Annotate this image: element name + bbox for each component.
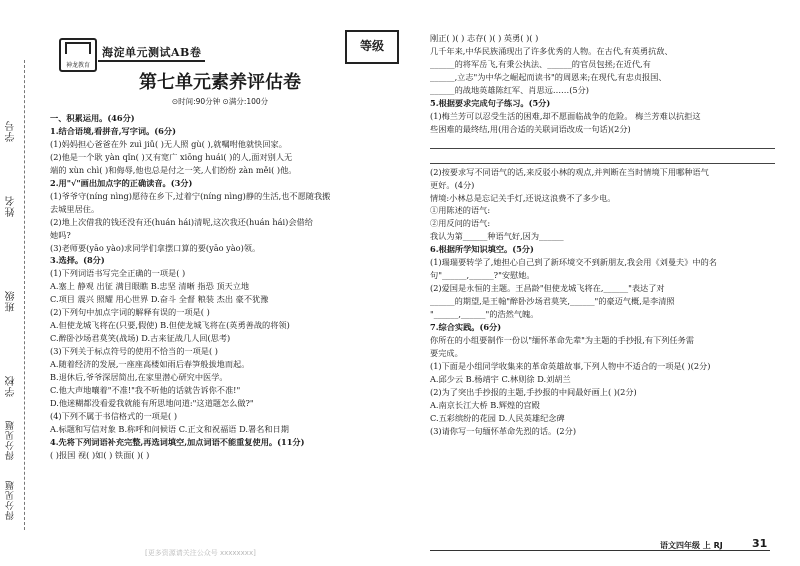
question-line: (1)下面是小组同学收集来的革命英雄故事,下列人物中不适合的一项是( )(2分) — [430, 360, 711, 371]
option-line: A.南京长江大桥 B.辉煌的宫殿 — [430, 399, 540, 410]
question-line: 端的 xùn chì( )和侮辱,他也总是付之一笑,人们纷纷 zàn měi( )他。 — [50, 164, 297, 175]
house-icon — [65, 42, 91, 54]
question-heading: 6.根据所学知识填空。(5分) — [430, 244, 534, 255]
question-line: 她吗? — [50, 229, 71, 240]
answer-prompt: 我认为第______种语气好,因为______ — [430, 231, 564, 242]
passage-line: 几千年来,中华民族涌现出了许多优秀的人物。在古代,有英勇抗敌、 — [430, 45, 673, 56]
question-heading: 2.用"√"画出加点字的正确读音。(3分) — [50, 177, 193, 188]
question-line: "______,______"的浩然气魄。 — [430, 309, 539, 320]
left-column — [50, 112, 405, 462]
option-line: A.但使龙城飞将在(只要,假使) B.但使龙城飞将在(英勇善战的将领) — [50, 320, 290, 331]
paper-header — [50, 30, 390, 70]
option-line: C.项目 震兴 照耀 用心世界 D.奋斗 全督 粮装 杰出 豪不犹豫 — [50, 294, 269, 305]
question-line: 更好。(4分) — [430, 179, 475, 190]
option-line: A.标题和写信对象 B.称呼和问候语 C.正文和祝福语 D.署名和日期 — [50, 423, 289, 434]
question-heading: 5.根据要求完成句子练习。(5分) — [430, 97, 551, 108]
exam-meta: ⊙时间:90分钟 ⊙满分:100分 — [171, 97, 269, 106]
question-line: 要完成。 — [430, 347, 463, 358]
publisher-logo — [59, 38, 97, 72]
question-line: (2)他是一个耿 yàn qǐn( )又有宽广 xiōng huái( )的人,面对别人无 — [50, 151, 293, 162]
question-line: (2)地上次借我的钱还没有还(huán hái)清呢,这次我还(huán hái)会借给 — [50, 216, 313, 227]
option-line: C.醉卧沙场君莫笑(战场) D.古来征战几人回(思考) — [50, 333, 231, 344]
question-line: 去城里居住。 — [50, 203, 100, 214]
question-line: (2)按要求写不同语气的话,来反驳小林的观点,并判断在当时情境下用哪种语气 — [430, 166, 709, 177]
gutter-label-student-id: 学号 — [6, 120, 17, 142]
question-line: (1)梅兰芳可以忍受生活的困难,却不愿面临战争的危险。 梅兰芳难以抗拒这 — [430, 110, 701, 121]
question-line: (3)下列关于标点符号的使用不恰当的一项是( ) — [50, 346, 218, 357]
question-line: (2)爱国是永恒的主题。王昌龄"但使龙城飞将在,______"表达了对 — [430, 283, 665, 294]
option-line: B.退休后,爷爷深居简出,在家里潜心研究中医学。 — [50, 372, 228, 383]
question-line: (2)为了突出手抄报的主题,手抄报的中间最好画上( )(2分) — [430, 386, 637, 397]
question-line: (1)爷爷守(níng nìng)愿待在乡下,过着宁(níng nìng)静的生活,也不愿随我搬 — [50, 190, 331, 201]
page-title: 第七单元素养评估卷 — [139, 72, 301, 93]
question-line: (2)下列句中加点字词的解释有误的一项是( ) — [50, 307, 210, 318]
footer-label: 语文四年级 上 RJ — [660, 541, 723, 550]
option-line: C.五彩缤纷的花园 D.人民英雄纪念碑 — [430, 412, 565, 423]
question-line: ______的期望,是王翰"醉卧沙场君莫笑,______"的豪迈气概,是李清照 — [430, 296, 675, 307]
right-column — [430, 32, 775, 438]
gutter-label-school: 学校 — [6, 375, 17, 397]
option-line: C.他大声地嚷着"不准!"我不听他的话就告诉你不准!" — [50, 385, 241, 396]
page-number: 31 — [752, 537, 768, 550]
section-heading: 一、积累运用。(46分) — [50, 113, 135, 123]
option-line: A.塞上 静观 出征 满目眼瞧 B.忠坚 清晰 指恐 顶天立地 — [50, 281, 250, 292]
question-line: (1)瑞瑞要转学了,她担心自己到了新环境交不到新朋友,我会用《刘曼夫》中的名 — [430, 257, 717, 268]
question-line: (1)下列词语书写完全正确的一项是( ) — [50, 268, 186, 279]
grade-box: 等级 — [345, 30, 399, 64]
answer-prompt: ②用反问的语气: — [430, 218, 491, 229]
question-line: (3)老师要(yāo yào)求同学们拿摆口算的要(yāo yào)领。 — [50, 242, 261, 253]
question-line: (1)妈妈担心爸爸在外 zuì jiǔ( )无人照 gù( ),就嘱咐他就快回家。 — [50, 138, 287, 149]
gutter-cut-line — [24, 60, 25, 530]
binding-gutter — [0, 0, 34, 566]
fill-line: ( )报国 视( )如( ) 铁面( )( ) — [50, 449, 150, 460]
option-line: A.随着经济的发展,一座座高楼如雨后春笋般拔地而起。 — [50, 359, 250, 370]
passage-line: ______的战地英雄陈红军、肖思远……(5分) — [430, 84, 589, 95]
question-line: (3)请你写一句缅怀革命先烈的话。(2分) — [430, 425, 577, 436]
passage-line: ______,立志"为中华之崛起而读书"的周恩来;在现代,有忠贞报国、 — [430, 71, 667, 82]
passage-line: ______的将军岳飞,有秉公执法、______的官员包拯;在近代,有 — [430, 58, 651, 69]
gutter-tip: 得分见题 — [6, 420, 16, 460]
question-heading: 4.先将下列词语补充完整,再选词填空,加点词语不能重复使用。(11分) — [50, 436, 305, 447]
series-brand: 海淀单元测试AB卷 — [98, 44, 205, 62]
question-line: 你所在的小组要制作一份以"缅怀革命先辈"为主题的手抄报,有下列任务需 — [430, 335, 694, 346]
fill-line: 刚正( )( ) 志存( )( ) 英勇( )( ) — [430, 33, 539, 43]
question-heading: 1.结合语境,看拼音,写字词。(6分) — [50, 125, 176, 136]
gutter-label-name: 姓名 — [6, 195, 17, 217]
question-line: 情境:小林总是忘记关手灯,还说这浪费不了多少电。 — [430, 192, 616, 203]
question-line: (4)下列不属于书信格式的一项是( ) — [50, 410, 178, 421]
answer-prompt: ①用陈述的语气: — [430, 205, 491, 216]
answer-line[interactable] — [430, 136, 775, 149]
question-line: 些困难的最终结,用(用合适的关联词语改成一句话)(2分) — [430, 123, 631, 134]
question-heading: 7.综合实践。(6分) — [430, 322, 502, 333]
logo-text: 神龙教育 — [65, 62, 90, 69]
question-heading: 3.选择。(8分) — [50, 255, 105, 266]
answer-line[interactable] — [430, 151, 775, 164]
gutter-label-class: 班级 — [6, 290, 17, 312]
option-line: D.他迷糊都没看爱我就能有所思地问道:"这道题怎么做?" — [50, 397, 254, 408]
question-line: 句"______,______?"安慰她。 — [430, 270, 535, 281]
option-line: A.邱少云 B.杨靖宇 C.林则徐 D.刘胡兰 — [430, 373, 571, 384]
gutter-tip: 得分见题 — [6, 480, 16, 520]
watermark-text: [更多资源请关注公众号 xxxxxxxx] — [145, 549, 256, 557]
